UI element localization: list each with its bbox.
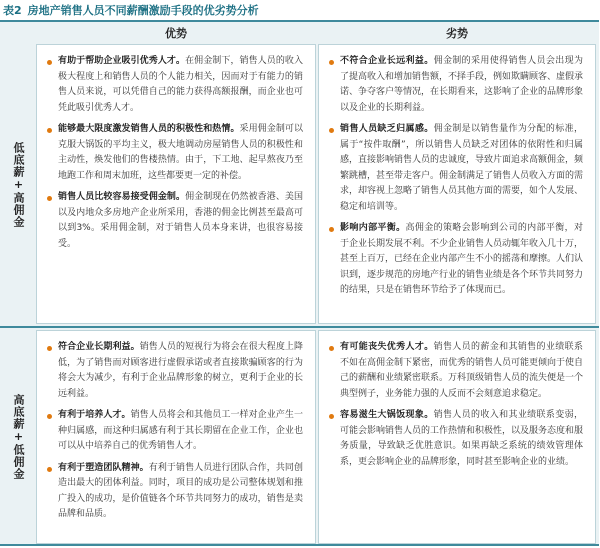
list-item: 有助于帮助企业吸引优秀人才。在佣金制下，销售人员的收入极大程度上和销售人员的个人能力相关，因而对于有能力的销售人员来说，可以凭借自己的能力获得高额报酬，而企业也可凭此吸引优秀人才。 [45,54,303,116]
list-item: 容易滋生大锅饭现象。销售人员的收入和其业绩联系变弱，可能会影响销售人员的工作热情和积极性，以及服务态度和服务质量，导致缺乏优胜意识。如果再缺乏系统的绩效管理体系，更会影响企业的品牌形象，同时甚至影响企业的业绩。 [327,408,583,470]
table-title: 房地产销售人员不同薪酬激励手段的优劣势分析 [27,4,259,17]
list-item: 有可能丧失优秀人才。销售人员的薪金和其销售的业绩联系不如在高佣金制下紧密，而优秀的销售人员可能更倾向于使自己的薪酬和业绩紧密联系。万科顶级销售人员的流失便是一个典型例子，业务能力强的人反而不会刻意追求稳定。 [327,340,583,402]
bullet-icon [47,196,52,201]
bullet-icon [47,346,52,351]
row-label-low-base: 低底薪+高佣金 [12,142,25,228]
row-divider [0,326,599,328]
bullet-icon [329,414,334,419]
bullet-icon [329,60,334,65]
list-item: 有利于塑造团队精神。有利于销售人员进行团队合作，共同创造出最大的团体利益。同时，项目的成功是公司整体规划和推广投入的成功，是价值链各个环节共同努力的成功，销售是卖品牌和品质。 [45,461,303,523]
table-caption [3,2,259,18]
list-item: 销售人员比较容易接受佣金制。佣金制现在仍然被香港、美国以及内地众多房地产企业所采用，香港的佣金比例甚至最高可以到3%。采用佣金制，对于销售人员本身来讲，也很容易接受。 [45,190,303,252]
list-item: 能够最大限度激发销售人员的积极性和热情。采用佣金制可以克服大锅饭的平均主义，极大地调动房屋销售人员的积极性和主动性，焕发他们的售楼热情。由于，下工地、起早熬夜乃至地跑工作和周末加班，这些都要更一定的补偿。 [45,122,303,184]
header-disadvantages: 劣势 [446,27,468,40]
list-item: 有利于培养人才。销售人员将会和其他员工一样对企业产生一种归属感，而这种归属感有利于其长期留在企业工作，企业也可以从中培养自己的优秀销售人才。 [45,408,303,455]
header-advantages: 优势 [165,27,187,40]
row-label-high-base: 高底薪+低佣金 [12,394,25,480]
comparison-table [0,20,599,546]
cell-low-base-disadvantages [318,44,596,324]
list-item: 销售人员缺乏归属感。佣金制是以销售量作为分配的标准，属于“按件取酬”，所以销售人员缺乏对团体的依附性和归属感，直接影响销售人员的忠诚度，导致片面追求高额佣金，频繁跳槽，甚至带走客户。佣金制满足了销售人员收入方面的需求，却容视上忽略了销售人员其他方面的需要，如个人发展、稳定和培训等。 [327,122,583,215]
bullet-icon [47,467,52,472]
bullet-icon [329,227,334,232]
cell-high-base-advantages [36,330,316,544]
cell-high-base-disadvantages [318,330,596,544]
cell-low-base-advantages [36,44,316,324]
bullet-icon [47,60,52,65]
bullet-icon [329,346,334,351]
bullet-icon [329,128,334,133]
list-item: 不符合企业长远利益。佣金制的采用使得销售人员会出现为了提高收入和增加销售额，不择手段，例如欺瞒顾客、虚假承诺、争夺客户等情况，在长期看来，这影响了企业的品牌形象以及企业的长期利益。 [327,54,583,116]
bullet-icon [47,128,52,133]
list-item: 符合企业长期利益。销售人员的短视行为将会在很大程度上降低，为了销售而对顾客进行虚假承诺或者直接欺骗顾客的行为将会大为减少，有利于企业品牌形象的树立，更利于企业的长远利益。 [45,340,303,402]
bullet-icon [47,414,52,419]
list-item: 影响内部平衡。高佣金的策略会影响到公司的内部平衡，对于企业长期发展不利。不少企业销售人员动辄年收入几十万，甚至上百万，已经在企业内部产生不小的摇荡和摩擦。人们认识到，逐步规范的房地产行业的销售业绩是各个环节共同努力的结果，只是在销售环节给予了体现而已。 [327,221,583,299]
table-number: 表2 [3,4,22,17]
